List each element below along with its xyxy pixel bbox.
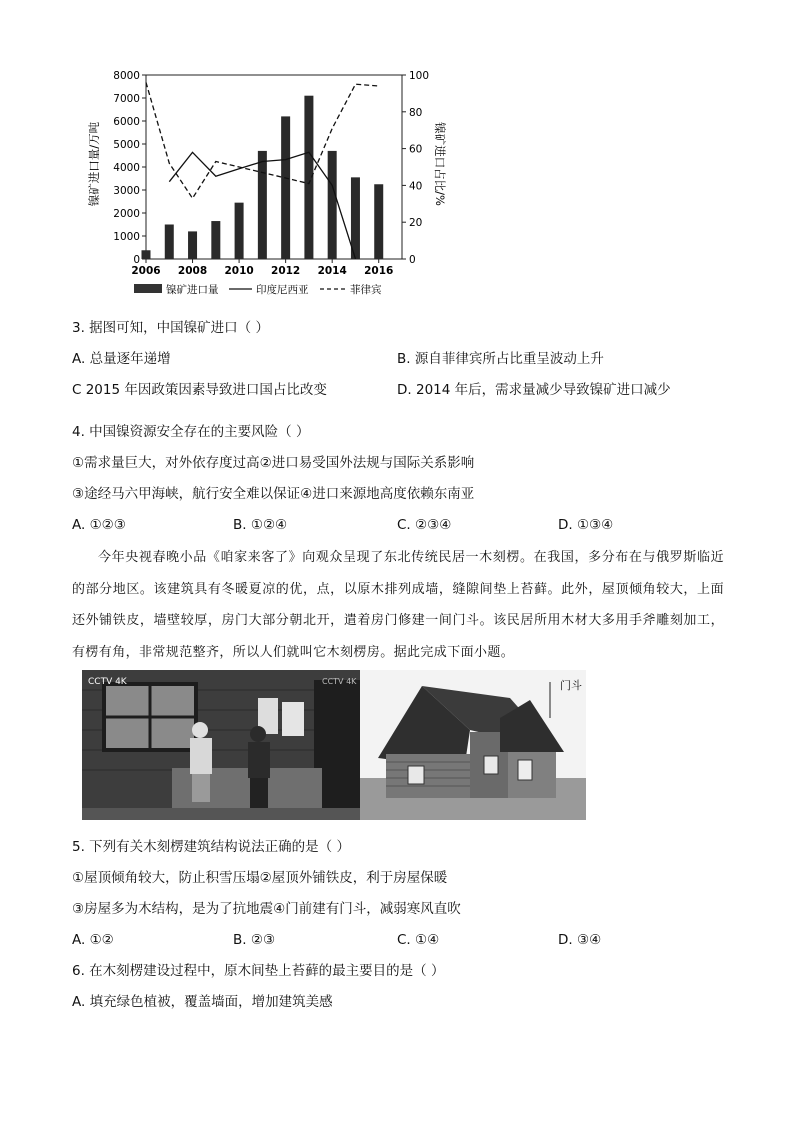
bar-2011 [258, 151, 267, 259]
chart-legend [134, 283, 382, 296]
plot-frame [146, 75, 402, 259]
bar-2008 [188, 231, 197, 259]
q5-statements-2: ③房屋多为木结构，是为了抗地震④门前建有门斗，减弱寒风直吹 [72, 901, 461, 917]
y-left-tick-label: 2000 [113, 208, 140, 220]
tv-logo: CCTV 4K [88, 677, 127, 687]
bar-2009 [211, 221, 220, 259]
q4-statements-2: ③途经马六甲海峡，航行安全难以保证④进口来源地高度依赖东南亚 [72, 486, 475, 502]
bar-2006 [142, 250, 151, 259]
y-left-tick-label: 0 [133, 254, 140, 266]
x-tick-label: 2006 [131, 265, 161, 277]
bar-2012 [281, 116, 290, 259]
legend-bar-swatch [134, 284, 162, 293]
q3-option-b[interactable]: B. 源自菲律宾所占比重呈波动上升 [397, 351, 604, 367]
y-axis-label-left: 镍矿进口量/万吨 [87, 121, 101, 207]
q6-option-a[interactable]: A. 填充绿色植被，覆盖墙面，增加建筑美感 [72, 994, 333, 1010]
chart-svg [84, 62, 454, 302]
x-tick-label: 2014 [317, 265, 347, 277]
q5-option-c[interactable]: C. ①④ [397, 932, 440, 948]
bar-2010 [235, 203, 244, 259]
q3-option-a[interactable]: A. 总量逐年递增 [72, 351, 171, 367]
y-left-tick-label: 8000 [113, 70, 140, 82]
x-tick-label: 2008 [177, 265, 208, 277]
bar-2015 [351, 177, 360, 259]
q5-option-b[interactable]: B. ②③ [233, 932, 276, 948]
q5-stem: 5. 下列有关木刻楞建筑结构说法正确的是（ ） [72, 839, 350, 855]
bar-2007 [165, 225, 174, 260]
q5-statements-1: ①屋顶倾角较大，防止积雪压塌②屋顶外铺铁皮，利于房屋保暖 [72, 870, 448, 886]
q4-statements-1: ①需求量巨大，对外依存度过高②进口易受国外法规与国际关系影响 [72, 455, 475, 471]
y-right-tick-label: 20 [409, 217, 423, 230]
legend-indonesia-label: 印度尼西亚 [256, 284, 309, 296]
y-axis-label-right: 镍矿进口占比/% [433, 122, 447, 206]
q5-option-d[interactable]: D. ③④ [558, 932, 602, 948]
y-right-tick-label: 60 [409, 143, 423, 156]
y-right-tick-label: 0 [409, 254, 416, 266]
q6-stem: 6. 在木刻楞建设过程中，原木间垫上苔藓的最主要目的是（ ） [72, 963, 445, 979]
y-left-tick-label: 7000 [113, 93, 140, 105]
q4-option-b[interactable]: B. ①②④ [233, 517, 288, 533]
y-left-tick-label: 3000 [113, 185, 140, 197]
legend-bar-label: 镍矿进口量 [166, 284, 219, 296]
y-right-tick-label: 40 [409, 180, 423, 193]
stage-photo [82, 670, 360, 820]
tv-logo-right: CCTV 4K [322, 677, 357, 686]
plot-area [113, 70, 429, 277]
q4-option-c[interactable]: C. ②③④ [397, 517, 452, 533]
bar-2014 [328, 151, 337, 259]
q5-option-a[interactable]: A. ①② [72, 932, 114, 948]
y-left-tick-label: 6000 [113, 116, 140, 128]
y-left-tick-label: 5000 [113, 139, 140, 151]
x-tick-label: 2010 [224, 265, 254, 277]
door-annex-label: 门斗 [560, 679, 582, 692]
y-right-tick-label: 100 [409, 70, 430, 82]
legend-philippines-label: 菲律宾 [350, 284, 382, 296]
q3-option-c[interactable]: C 2015 年因政策因素导致进口国占比改变 [72, 382, 327, 398]
reading-passage: 今年央视春晚小品《咱家来客了》向观众呈现了东北传统民居一木刻楞。在我国，多分布在与俄罗斯临近的部分地区。该建筑具有冬暖夏凉的优，点，以原木排列成墙，缝隙间垫上苔藓。此外，屋顶倾角较大，上面还外铺铁皮，墙壁较厚，房门大部分朝北开，遣着房门修建一间门斗。该民居所用木材大多用手斧雕刻加工，有楞有角，非常规范整齐，所以人们就叫它木刻楞房。据此完成下面小题。 [72, 550, 724, 660]
y-right-tick-label: 80 [409, 106, 423, 119]
nickel-import-chart [84, 62, 454, 302]
q4-option-d[interactable]: D. ①③④ [558, 517, 614, 533]
q4-stem: 4. 中国镍资源安全存在的主要风险（ ） [72, 424, 310, 440]
x-tick-label: 2016 [364, 265, 394, 277]
q3-stem: 3. 据图可知，中国镍矿进口（ ） [72, 320, 269, 336]
q4-option-a[interactable]: A. ①②③ [72, 517, 126, 533]
q3-option-d[interactable]: D. 2014 年后，需求量减少导致镍矿进口减少 [397, 382, 671, 398]
y-left-tick-label: 1000 [113, 231, 140, 243]
y-left-tick-label: 4000 [113, 162, 140, 174]
bar-2016 [374, 184, 383, 259]
x-tick-label: 2012 [271, 265, 301, 277]
log-house-photo [360, 670, 586, 820]
